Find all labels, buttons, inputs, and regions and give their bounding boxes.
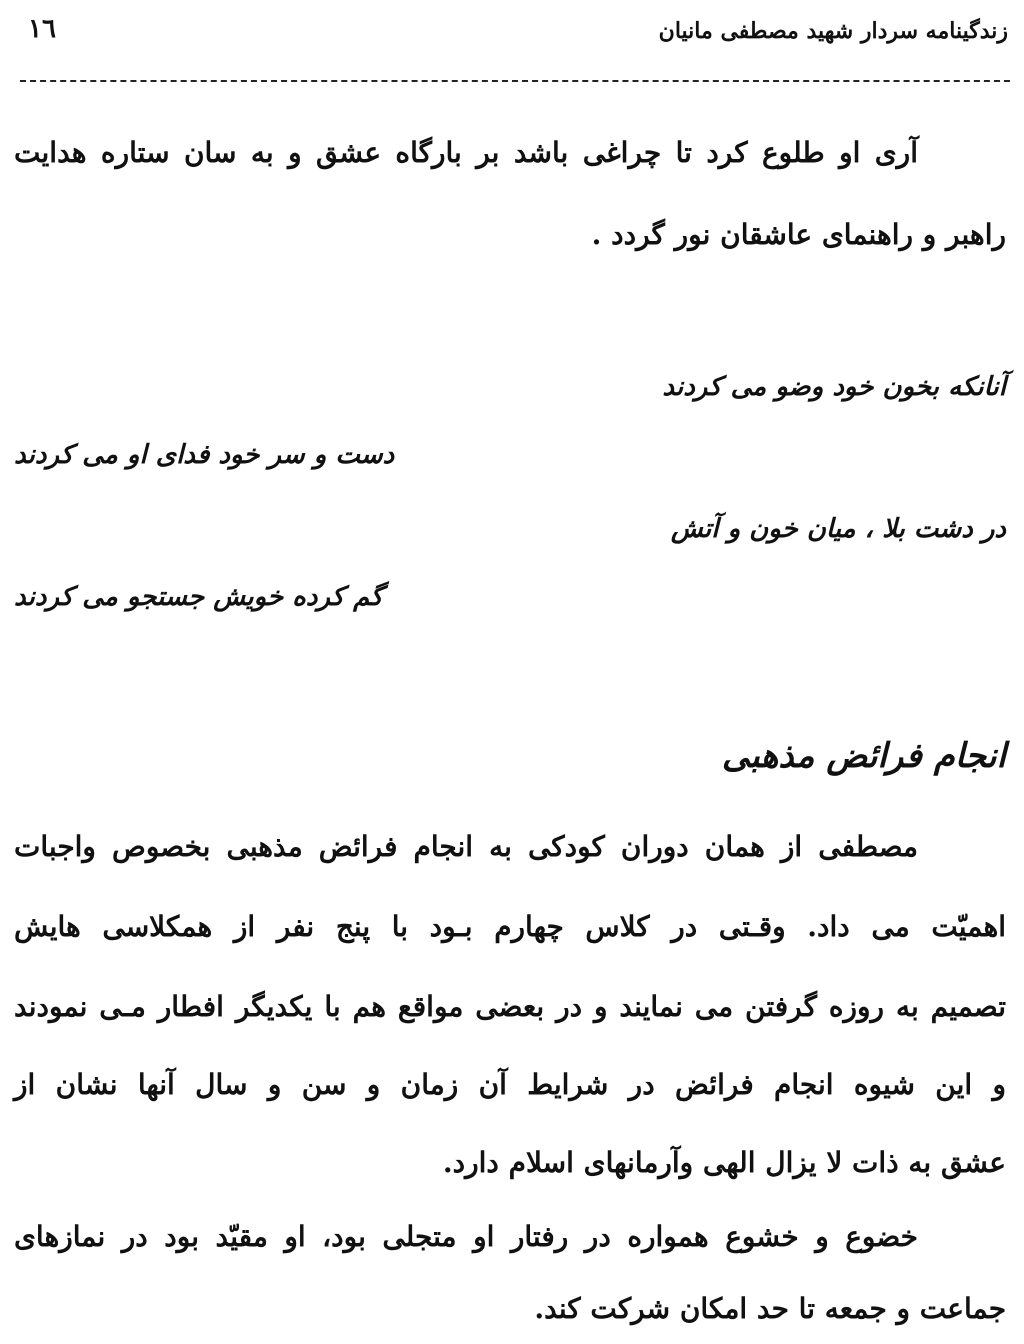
paragraph1-line-2: اهمیّت می داد. وقـتی در کلاس چهارم بـود با پنج نفر از همکلاسی هایش: [14, 910, 1006, 943]
poem-line-3: در دشت بلا ، میان خون و آتش: [670, 514, 1006, 544]
paragraph1-line-1: مصطفی از همان دوران کودکی به انجام فرائض مذهبی بخصوص واجبات: [14, 830, 918, 863]
header-divider: [20, 80, 1010, 82]
poem-line-4: گم کرده خویش جستجو می کردند: [14, 582, 383, 612]
intro-line-1: آری او طلوع کرد تا چراغی باشد بر بارگاه عشق و به سان ستاره هدایت: [14, 136, 918, 169]
intro-line-2: راهبر و راهنمای عاشقان نور گردد .: [591, 218, 1006, 251]
poem-line-2: دست و سر خود فدای او می کردند: [14, 440, 395, 470]
running-title: زندگینامه سردار شهید مصطفی مانیان: [658, 18, 1008, 44]
paragraph2-line-2: جماعت و جمعه تا حد امکان شرکت کند.: [534, 1292, 1006, 1325]
paragraph2-line-1: خضوع و خشوع همواره در رفتار او متجلی بود، او مقیّد بود در نمازهای: [14, 1220, 918, 1253]
paragraph1-line-4: و این شیوه انجام فرائض در شرایط آن زمان و سن و سال آنها نشان از: [14, 1068, 1006, 1101]
page-number: ١٦: [28, 14, 56, 44]
poem-line-1: آنانکه بخون خود وضو می کردند: [662, 372, 1006, 402]
paragraph1-line-3: تصمیم به روزه گرفتن می نمایند و در بعضی مواقع هم با یکدیگر افطار مـی نمودند: [14, 990, 1006, 1023]
paragraph1-line-5: عشق به ذات لا یزال الهی وآرمانهای اسلام دارد.: [442, 1146, 1006, 1179]
section-heading: انجام فرائض مذهبی: [721, 736, 1006, 776]
page-header: [0, 6, 1024, 58]
